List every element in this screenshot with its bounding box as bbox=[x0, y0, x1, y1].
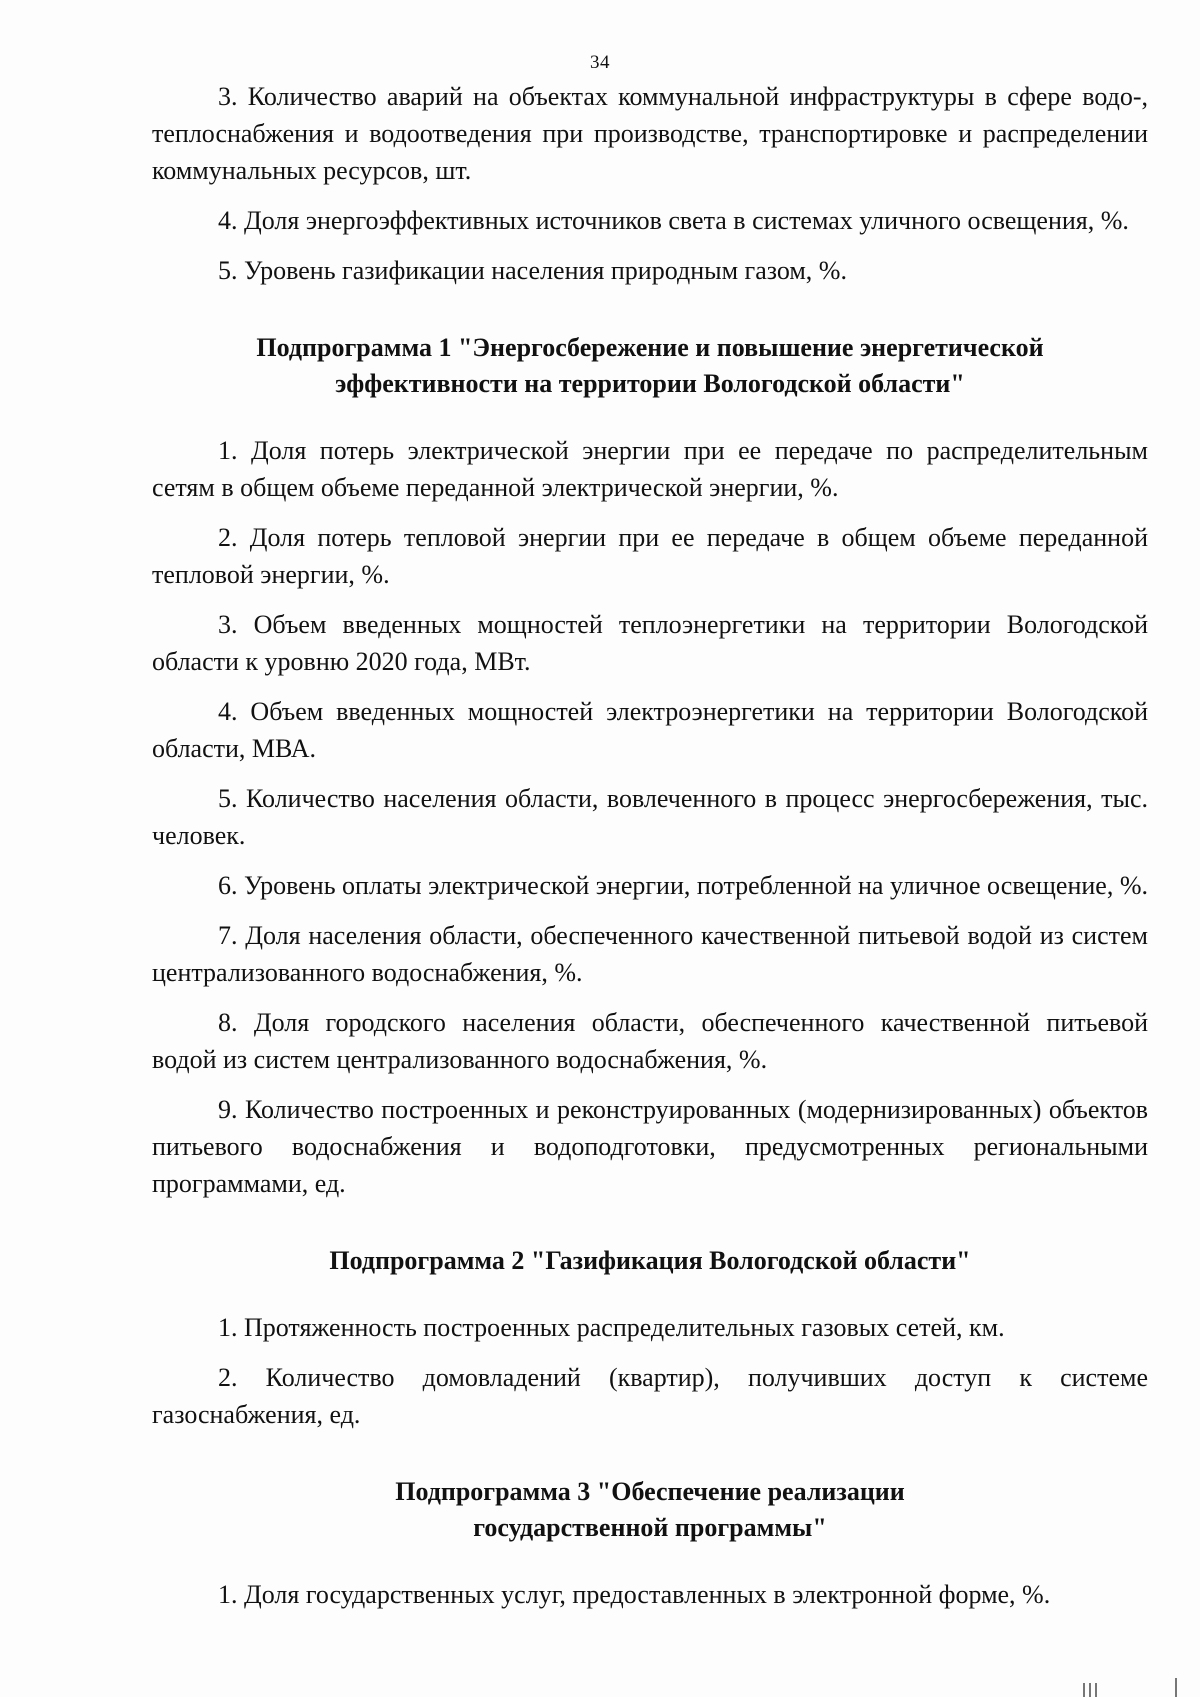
indicator-item: 2. Доля потерь тепловой энергии при ее передаче в общем объеме переданной тепловой энергии, %. bbox=[152, 523, 1148, 589]
indicator-item: 1. Доля государственных услуг, предоставленных в электронной форме, %. bbox=[218, 1580, 1051, 1609]
indicator-item: 4. Доля энергоэффективных источников света в системах уличного освещения, %. bbox=[218, 206, 1129, 235]
indicator-item: 5. Количество населения области, вовлеченного в процесс энергосбережения, тыс. человек. bbox=[152, 784, 1148, 850]
indicator-item: 6. Уровень оплаты электрической энергии, потребленной на уличное освещение, %. bbox=[218, 871, 1148, 900]
indicator-item: 7. Доля населения области, обеспеченного качественной питьевой водой из систем централизованного водоснабжения, %. bbox=[152, 921, 1148, 987]
subprogram-3-section bbox=[152, 1474, 1148, 1613]
indicator-item: 8. Доля городского населения области, обеспеченного качественной питьевой водой из систем централизованного водоснабжения, %. bbox=[152, 1008, 1148, 1074]
subprogram-1-title-line-2: эффективности на территории Вологодской области" bbox=[335, 369, 965, 398]
indicator-item: 1. Протяженность построенных распределительных газовых сетей, км. bbox=[218, 1313, 1005, 1342]
subprogram-1-section bbox=[152, 330, 1148, 1202]
indicator-item: 5. Уровень газификации населения природным газом, %. bbox=[218, 256, 847, 285]
subprogram-3-title-line-1: Подпрограмма 3 "Обеспечение реализации bbox=[395, 1477, 905, 1506]
subprogram-3-title-line-2: государственной программы" bbox=[473, 1513, 827, 1542]
indicator-item: 3. Объем введенных мощностей теплоэнергетики на территории Вологодской области к уровню 2020 года, МВт. bbox=[152, 610, 1148, 676]
subprogram-1-title-line-1: Подпрограмма 1 "Энергосбережение и повышение энергетической bbox=[256, 333, 1044, 362]
indicator-item: 9. Количество построенных и реконструированных (модернизированных) объектов питьевого водоснабжения и водоподготовки, предусмотренных региональными программами, ед. bbox=[152, 1095, 1148, 1198]
intro-indicators bbox=[152, 78, 1148, 289]
scan-mark bbox=[1083, 1683, 1085, 1697]
subprogram-1-title bbox=[152, 330, 1148, 402]
scan-mark bbox=[1175, 1678, 1177, 1697]
page-number: 34 bbox=[590, 52, 610, 73]
subprogram-3-title bbox=[152, 1474, 1148, 1546]
scan-mark bbox=[1095, 1683, 1097, 1697]
subprogram-2-section bbox=[152, 1243, 1148, 1433]
scan-mark bbox=[1089, 1683, 1091, 1697]
indicator-item: 3. Количество аварий на объектах коммунальной инфраструктуры в сфере водо-, теплоснабжения и водоотведения при производстве, транспортировке и распределении коммунальных ресурсов, шт. bbox=[152, 82, 1148, 185]
subprogram-2-title-line: Подпрограмма 2 "Газификация Вологодской области" bbox=[329, 1246, 971, 1275]
subprogram-2-title bbox=[152, 1243, 1148, 1279]
indicator-item: 4. Объем введенных мощностей электроэнергетики на территории Вологодской области, МВА. bbox=[152, 697, 1148, 763]
indicator-item: 1. Доля потерь электрической энергии при ее передаче по распределительным сетям в общем объеме переданной электрической энергии, %. bbox=[152, 436, 1148, 502]
document-body bbox=[152, 78, 1148, 1626]
indicator-item: 2. Количество домовладений (квартир), получивших доступ к системе газоснабжения, ед. bbox=[152, 1363, 1148, 1429]
